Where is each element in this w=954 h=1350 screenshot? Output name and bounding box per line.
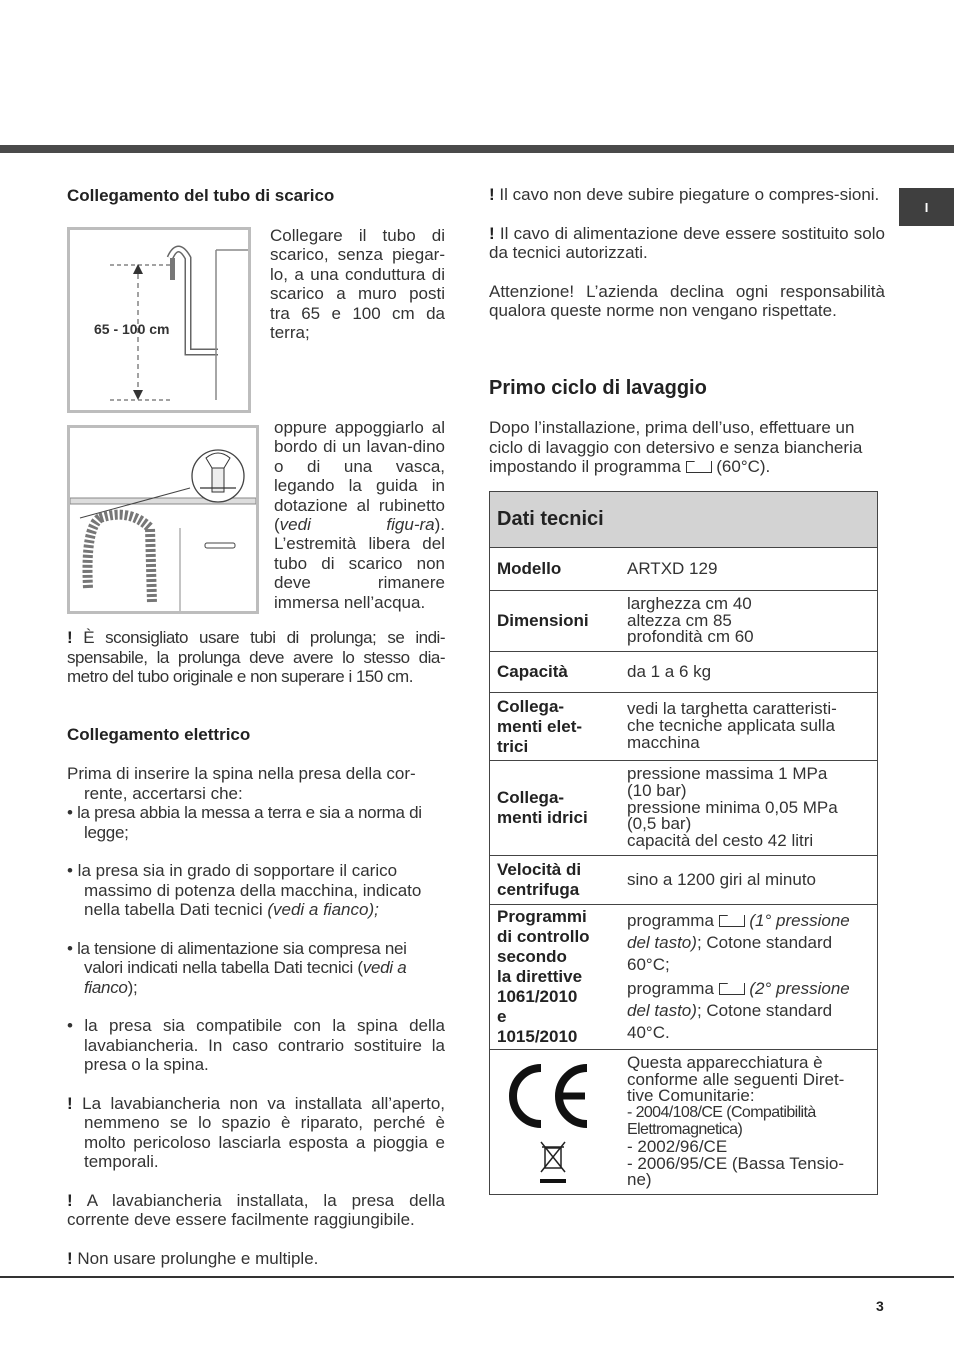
row-label-capacity: Capacità — [490, 652, 621, 693]
table-row — [490, 856, 878, 905]
electrical-title: Collegamento elettrico — [67, 725, 251, 744]
warning-cable-bend: ! Il cavo non deve subire piegature o compres-sioni. — [489, 185, 880, 204]
drain-wall-illustration — [70, 230, 248, 410]
bullet-voltage: • la tensione di alimentazione sia compresa nei valori indicati nella tabella Dati tecnici (vedi a fianco); — [67, 938, 407, 997]
footer-rule — [0, 1276, 954, 1278]
drain-wall-figure — [67, 227, 251, 413]
program-icon — [719, 915, 745, 927]
row-label-water: Collega- menti idrici — [490, 761, 621, 856]
tech-data-table — [489, 491, 878, 1195]
warning-cable-replace: ! Il cavo di alimentazione deve essere sostituito solo da tecnici autorizzati. — [489, 223, 885, 262]
row-label-model: Modello — [490, 548, 621, 591]
row-label-electrical: Collega- menti elet- trici — [490, 693, 621, 761]
page-number: 3 — [876, 1298, 884, 1314]
first-cycle-title: Primo ciclo di lavaggio — [489, 377, 707, 399]
table-row — [490, 548, 878, 591]
row-value-programs: programma (1° pressione del tasto); Cotone standard 60°C; programma (2° pressione del tasto); Cotone standard 40°C. — [620, 905, 878, 1050]
table-row — [490, 652, 878, 693]
weee-bin-icon — [540, 1142, 566, 1183]
program-icon — [686, 461, 712, 473]
drain-text-wall: Collegare il tubo di scarico, senza piegar-lo, a una conduttura di scarico a muro posti tra 65 e 100 cm da terra; — [270, 226, 445, 343]
bullet-earth: • la presa abbia la messa a terra e sia a norma di legge; — [67, 803, 422, 842]
height-range-label: 65 - 100 cm — [94, 321, 170, 337]
row-value-model: ARTXD 129 — [620, 548, 878, 591]
table-row — [490, 693, 878, 761]
row-label-dimensions: Dimensioni — [490, 591, 621, 652]
bullet-plug: • la presa sia compatibile con la spina della lavabiancheria. In caso contrario sostituire la presa o la spina. — [67, 1016, 445, 1074]
drain-sink-illustration — [70, 428, 256, 611]
liability-notice: Attenzione! L’azienda declina ogni responsabilità qualora queste norme non vengano rispettate. — [489, 281, 885, 320]
warning-no-extensions: ! Non usare prolunghe e multiple. — [67, 1248, 319, 1268]
drain-text-sink: oppure appoggiarlo al bordo di un lavan-dino o di una vasca, legando la guida in dotazione al rubinetto (vedi figu-ra). L’estremità libera del tubo di scarico non deve rimanere immersa nell’acqua. — [274, 418, 445, 612]
table-row — [490, 1050, 878, 1195]
program-icon — [719, 983, 745, 995]
drain-title: Collegamento del tubo di scarico — [67, 186, 335, 205]
table-row — [490, 905, 878, 1050]
warning-outdoor: ! La lavabiancheria non va installata all’aperto, nemmeno se lo spazio è riparato, perché è molto pericoloso lasciarla esposta a pioggia e temporali. — [67, 1093, 445, 1171]
row-value-spin: sino a 1200 giri al minuto — [620, 856, 878, 905]
first-cycle-text: Dopo l’installazione, prima dell’uso, effettuare un ciclo di lavaggio con detersivo e senza biancheria impostando il programma (60°C). — [489, 418, 863, 476]
header-bar — [0, 145, 954, 153]
language-tab: I — [899, 188, 954, 226]
row-value-electrical: vedi la targhetta caratteristi- che tecniche applicata sulla macchina — [620, 693, 878, 761]
warning-extension: ! È sconsigliato usare tubi di prolunga; se indi-spensabile, la prolunga deve avere lo stesso dia-metro del tubo originale e non superare i 150 cm. — [67, 628, 445, 686]
row-value-dimensions: larghezza cm 40 altezza cm 85 profondità cm 60 — [620, 591, 878, 652]
ce-marking-cell — [490, 1050, 621, 1195]
row-label-spin: Velocità di centrifuga — [490, 856, 621, 905]
row-label-programs: Programmi di controllo secondo la direttive 1061/2010 e 1015/2010 — [490, 905, 621, 1050]
electrical-intro: Prima di inserire la spina nella presa della cor-rente, accertarsi che: — [67, 764, 416, 803]
row-value-capacity: da 1 a 6 kg — [620, 652, 878, 693]
row-value-water: pressione massima 1 MPa (10 bar) pressione minima 0,05 MPa (0,5 bar) capacità del cesto 42 litri — [620, 761, 878, 856]
table-row — [490, 761, 878, 856]
bullet-load: • la presa sia in grado di sopportare il carico massimo di potenza della macchina, indicato nella tabella Dati tecnici (vedi a fianco); — [67, 861, 422, 919]
warning-socket-access: ! A lavabiancheria installata, la presa della corrente deve essere facilmente raggiungibile. — [67, 1190, 445, 1229]
drain-sink-figure — [67, 425, 259, 614]
table-title: Dati tecnici — [490, 492, 878, 548]
table-row — [490, 591, 878, 652]
ce-mark-icon — [497, 1054, 597, 1186]
ce-directives: Questa apparecchiatura è conforme alle seguenti Diret- tive Comunitarie: - 2004/108/CE (Compatibilità Elettromagnetica) - 2002/96/CE - 2006/95/CE (Bassa Tensio- ne) — [620, 1050, 878, 1195]
